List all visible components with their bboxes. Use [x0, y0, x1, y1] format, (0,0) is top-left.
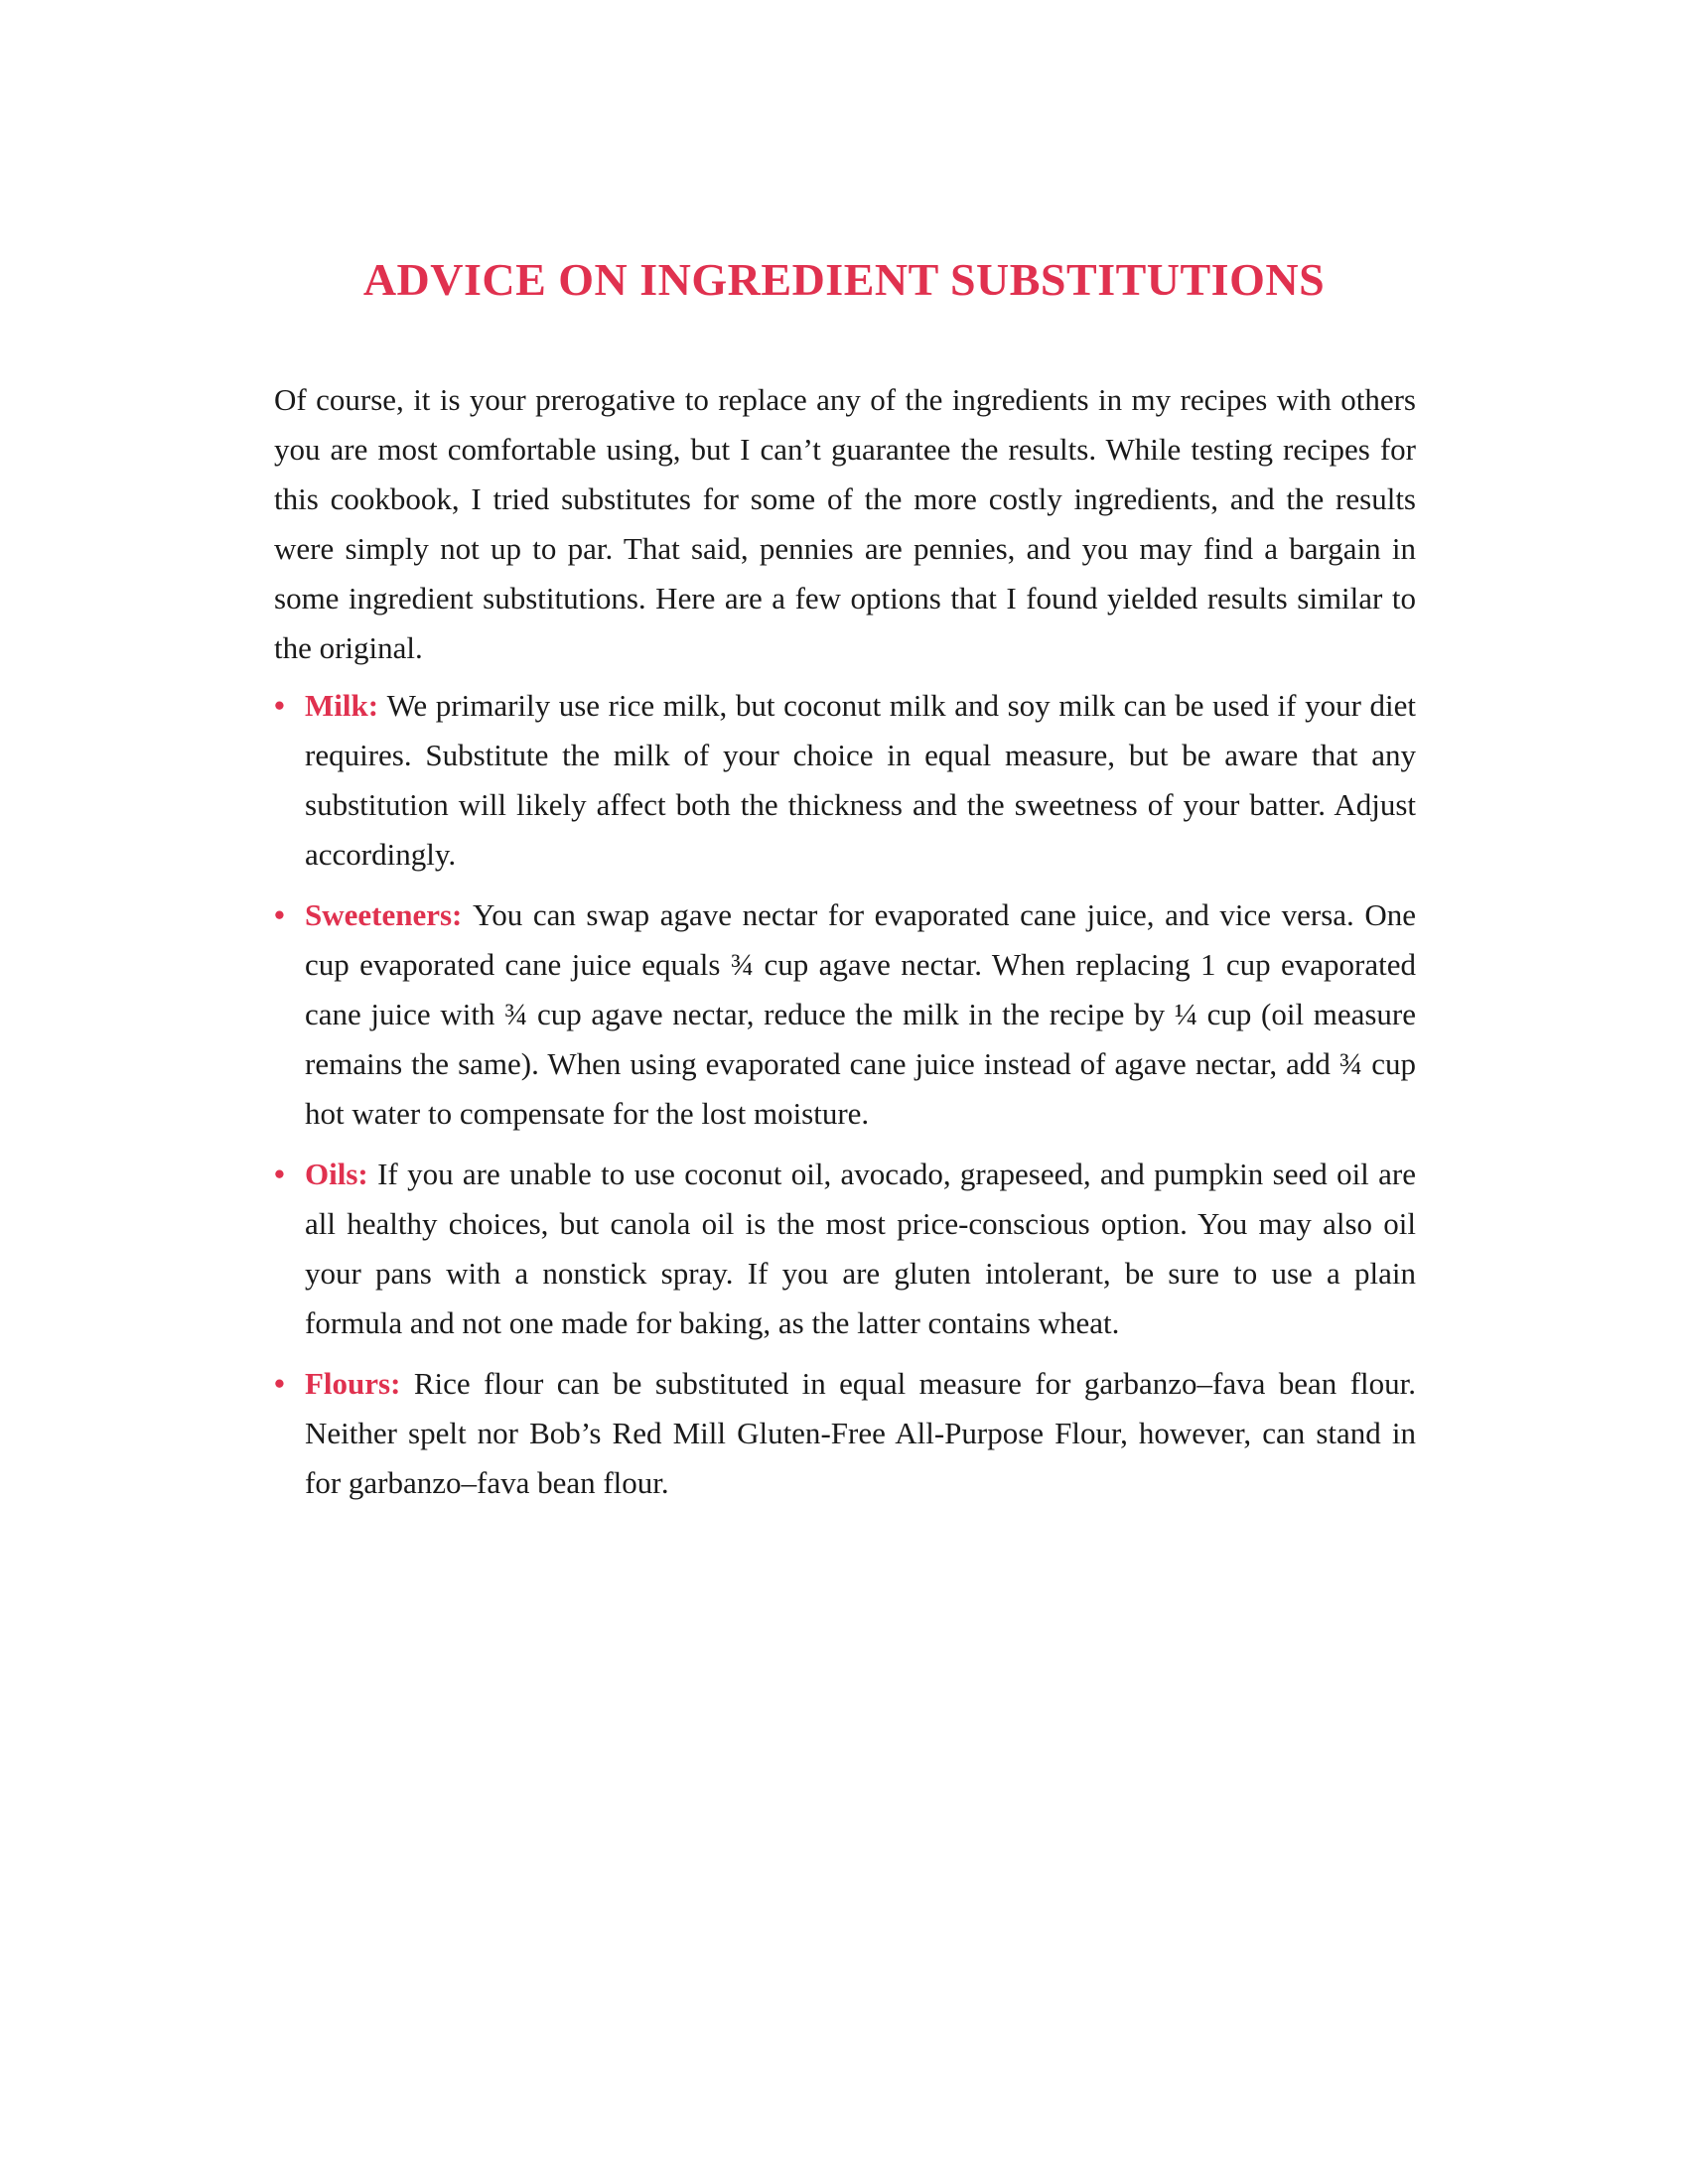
- term-description: Rice flour can be substituted in equal measure for garbanzo–fava bean flour. Neither spelt nor Bob’s Red Mill Gluten-Free All-Purpose Flour, however, can stand in for garbanzo–fava bean flour.: [305, 1366, 1416, 1500]
- term-description: You can swap agave nectar for evaporated cane juice, and vice versa. One cup evaporated cane juice equals ¾ cup agave nectar. When replacing 1 cup evaporated cane juice with ¾ cup agave nectar, reduce the milk in the recipe by ¼ cup (oil measure remains the same). When using evaporated cane juice instead of agave nectar, add ¾ cup hot water to compensate for the lost moisture.: [305, 897, 1416, 1131]
- bullet-icon: •: [274, 1366, 285, 1401]
- term-description: If you are unable to use coconut oil, avocado, grapeseed, and pumpkin seed oil are all healthy choices, but canola oil is the most price-conscious option. You may also oil your pans with a nonstick spray. If you are gluten intolerant, be sure to use a plain formula and not one made for baking, as the latter contains wheat.: [305, 1157, 1416, 1340]
- term-description: We primarily use rice milk, but coconut milk and soy milk can be used if your diet requires. Substitute the milk of your choice in equal measure, but be aware that any substitution will likely affect both the thickness and the sweetness of your batter. Adjust accordingly.: [305, 688, 1416, 872]
- bullet-icon: •: [274, 897, 285, 932]
- list-item-oils: [274, 1150, 1416, 1348]
- substitution-list: [274, 681, 1416, 1508]
- bullet-icon: •: [274, 1157, 285, 1191]
- list-item-milk: [274, 681, 1416, 880]
- list-item-sweeteners: [274, 890, 1416, 1139]
- term-label: Milk:: [305, 688, 387, 723]
- page-title: ADVICE ON INGREDIENT SUBSTITUTIONS: [362, 254, 1326, 305]
- term-label: Oils:: [305, 1157, 378, 1191]
- bullet-icon: •: [274, 688, 285, 723]
- body-content: [274, 375, 1416, 1519]
- list-item-flours: [274, 1359, 1416, 1508]
- term-label: Flours:: [305, 1366, 414, 1401]
- term-label: Sweeteners:: [305, 897, 473, 932]
- intro-paragraph: Of course, it is your prerogative to replace any of the ingredients in my recipes with others you are most comfortable using, but I can’t guarantee the results. While testing recipes for this cookbook, I tried substitutes for some of the more costly ingredients, and the results were simply not up to par. That said, pennies are pennies, and you may find a bargain in some ingredient substitutions. Here are a few options that I found yielded results similar to the original.: [274, 382, 1416, 665]
